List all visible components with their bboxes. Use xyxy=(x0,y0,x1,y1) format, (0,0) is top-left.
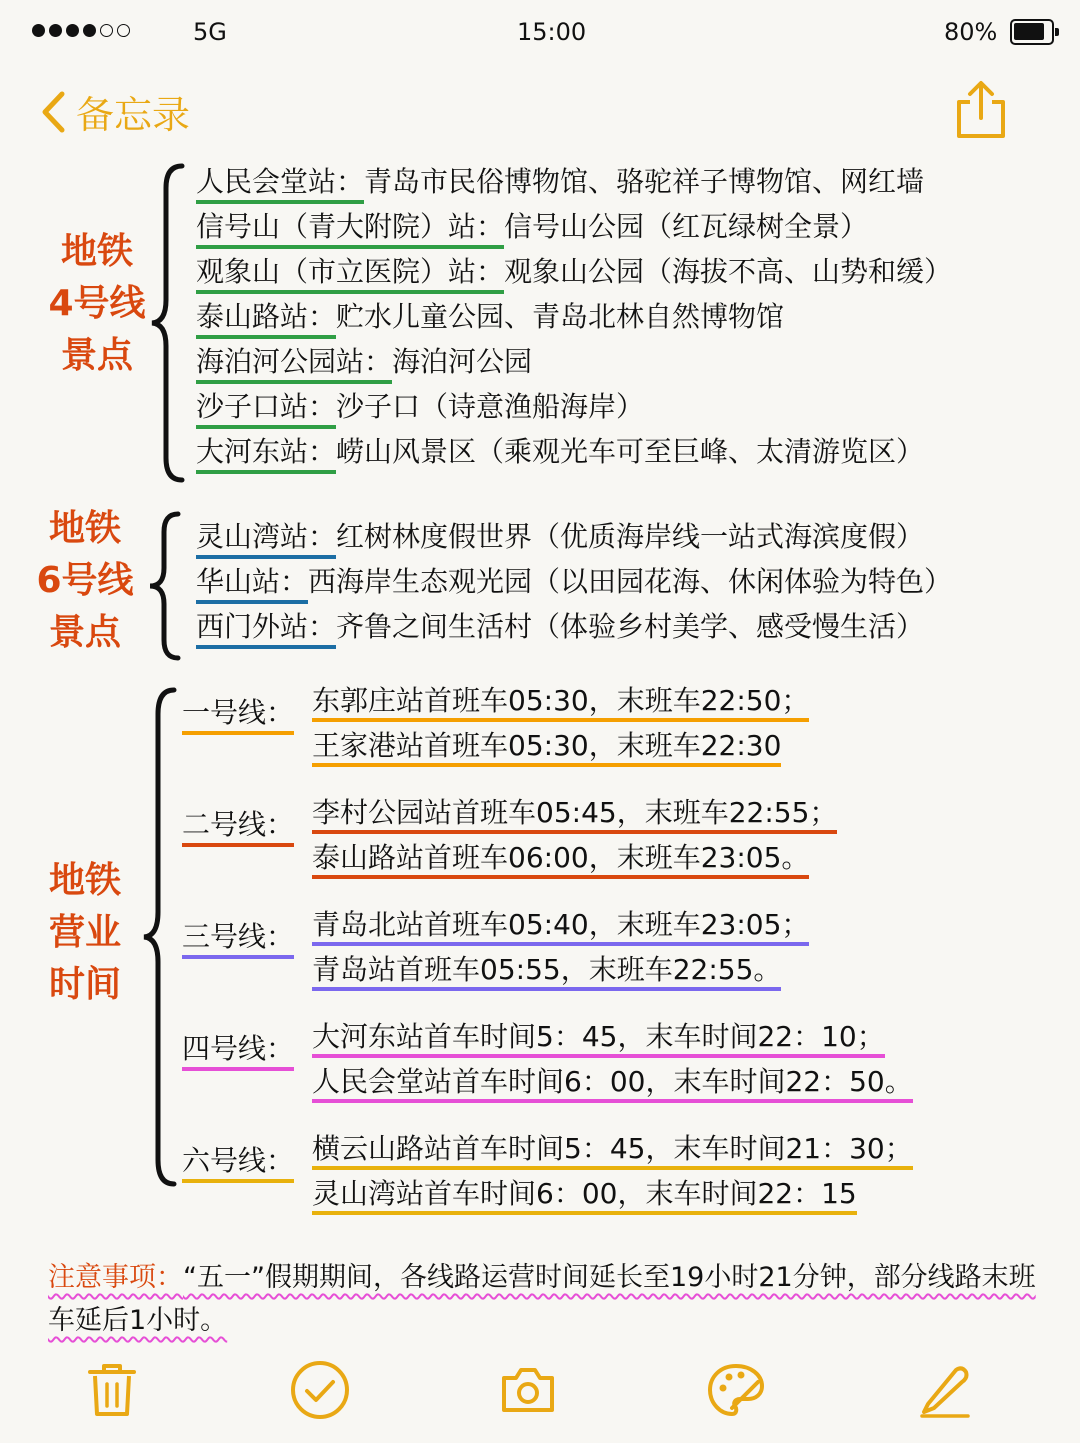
list-item xyxy=(196,607,924,647)
back-label: 备忘录 xyxy=(76,93,191,137)
compose-icon xyxy=(912,1358,976,1422)
station-name: 海泊河公园站： xyxy=(196,345,392,384)
station-name: 信号山（青大附院）站： xyxy=(196,210,504,249)
station-spots: 观象山公园（海拔不高、山势和缓） xyxy=(504,255,953,288)
schedule-text: 横云山路站首车时间5：45，末车时间21：30； xyxy=(312,1132,913,1170)
share-button[interactable] xyxy=(952,80,1010,144)
hours-label-2: 营业 xyxy=(48,912,121,953)
note-paragraph xyxy=(48,1256,1058,1342)
schedule-text: 东郭庄站首班车05:30，末班车22:50； xyxy=(312,684,809,722)
compose-button[interactable] xyxy=(912,1358,976,1422)
list-item xyxy=(196,342,532,382)
camera-button[interactable] xyxy=(496,1358,560,1422)
line3-label xyxy=(182,917,294,957)
station-name: 西门外站： xyxy=(196,610,336,649)
line6-section-label xyxy=(34,503,136,659)
schedule-text: 人民会堂站首车时间6：00，末车时间22：50。 xyxy=(312,1065,913,1103)
line-name: 一号线： xyxy=(182,696,294,735)
schedule-text: 泰山路站首班车06:00，末班车23:05。 xyxy=(312,841,809,879)
markup-button[interactable] xyxy=(704,1358,768,1422)
station-spots: 信号山公园（红瓦绿树全景） xyxy=(504,210,869,243)
schedule-item xyxy=(312,1174,857,1214)
schedule-text: 青岛站首班车05:55，末班车22:55。 xyxy=(312,953,781,991)
list-item xyxy=(196,162,924,202)
schedule-item xyxy=(312,950,781,990)
delete-button[interactable] xyxy=(80,1358,144,1422)
line-name: 四号线： xyxy=(182,1032,294,1071)
schedule-item xyxy=(312,1129,913,1169)
station-name: 沙子口站： xyxy=(196,390,336,429)
line-name: 六号线： xyxy=(182,1144,294,1183)
schedule-item xyxy=(312,838,809,878)
schedule-text: 李村公园站首班车05:45，末班车22:55； xyxy=(312,796,837,834)
schedule-text: 大河东站首车时间5：45，末车时间22：10； xyxy=(312,1020,885,1058)
station-spots: 青岛市民俗博物馆、骆驼祥子博物馆、网红墙 xyxy=(364,165,925,198)
line6-hours-label xyxy=(182,1141,294,1181)
hours-section-label xyxy=(34,855,136,1011)
note-text: “五一”假期期间，各线路运营时间延长至19小时21分钟，部分线路末班车延后1小时。 xyxy=(48,1262,1036,1336)
schedule-text: 青岛北站首班车05:40，末班车23:05； xyxy=(312,908,809,946)
list-item xyxy=(196,207,868,247)
line4-brace xyxy=(148,162,190,484)
station-name: 灵山湾站： xyxy=(196,520,336,559)
line-name: 三号线： xyxy=(182,920,294,959)
share-icon xyxy=(952,80,1010,140)
station-spots: 西海岸生态观光园（以田园花海、休闲体验为特色） xyxy=(308,565,953,598)
note-label: 注意事项： xyxy=(48,1262,183,1293)
schedule-item xyxy=(312,793,837,833)
camera-icon xyxy=(496,1358,560,1422)
trash-icon xyxy=(80,1358,144,1422)
schedule-item xyxy=(312,1017,885,1057)
list-item xyxy=(196,252,952,292)
schedule-item xyxy=(312,681,809,721)
clock: 15:00 xyxy=(517,18,587,46)
line6-label-1: 地铁 xyxy=(48,508,121,549)
list-item xyxy=(196,562,952,602)
station-name: 人民会堂站： xyxy=(196,165,364,204)
station-spots: 沙子口（诗意渔船海岸） xyxy=(336,390,645,423)
schedule-item xyxy=(312,1062,913,1102)
checklist-icon xyxy=(288,1358,352,1422)
line1-label xyxy=(182,693,294,733)
line4-label-1: 地铁 xyxy=(60,231,133,272)
back-button[interactable] xyxy=(40,84,190,139)
schedule-item xyxy=(312,905,809,945)
signal-strength-icon xyxy=(32,24,130,37)
chevron-left-icon xyxy=(40,91,66,133)
line-name: 二号线： xyxy=(182,808,294,847)
line4-label-2: 4号线 xyxy=(48,283,146,324)
hours-brace xyxy=(140,686,182,1188)
station-spots: 崂山风景区（乘观光车可至巨峰、太清游览区） xyxy=(336,435,925,468)
station-spots: 贮水儿童公园、青岛北林自然博物馆 xyxy=(336,300,785,333)
carrier-label: 5G xyxy=(193,18,227,46)
battery-icon xyxy=(1010,19,1054,45)
status-bar xyxy=(0,0,1080,70)
station-spots: 海泊河公园 xyxy=(392,345,533,378)
hours-label-1: 地铁 xyxy=(48,860,121,901)
list-item xyxy=(196,517,924,557)
battery-percent: 80% xyxy=(944,18,998,46)
station-spots: 齐鲁之间生活村（体验乡村美学、感受慢生活） xyxy=(336,610,925,643)
schedule-item xyxy=(312,726,781,766)
station-spots: 红树林度假世界（优质海岸线一站式海滨度假） xyxy=(336,520,925,553)
list-item xyxy=(196,432,924,472)
line6-brace xyxy=(146,510,186,662)
checklist-button[interactable] xyxy=(288,1358,352,1422)
list-item xyxy=(196,297,784,337)
schedule-text: 灵山湾站首车时间6：00，末车时间22：15 xyxy=(312,1177,857,1215)
list-item xyxy=(196,387,644,427)
station-name: 大河东站： xyxy=(196,435,336,474)
station-name: 泰山路站： xyxy=(196,300,336,339)
line4-hours-label xyxy=(182,1029,294,1069)
station-name: 观象山（市立医院）站： xyxy=(196,255,504,294)
schedule-text: 王家港站首班车05:30，末班车22:30 xyxy=(312,729,781,767)
palette-icon xyxy=(704,1358,768,1422)
line4-label-3: 景点 xyxy=(60,335,133,376)
line2-label xyxy=(182,805,294,845)
station-name: 华山站： xyxy=(196,565,308,604)
line6-label-2: 6号线 xyxy=(36,560,134,601)
hours-label-3: 时间 xyxy=(48,964,121,1005)
line4-section-label xyxy=(44,226,150,382)
line6-label-3: 景点 xyxy=(48,612,121,653)
